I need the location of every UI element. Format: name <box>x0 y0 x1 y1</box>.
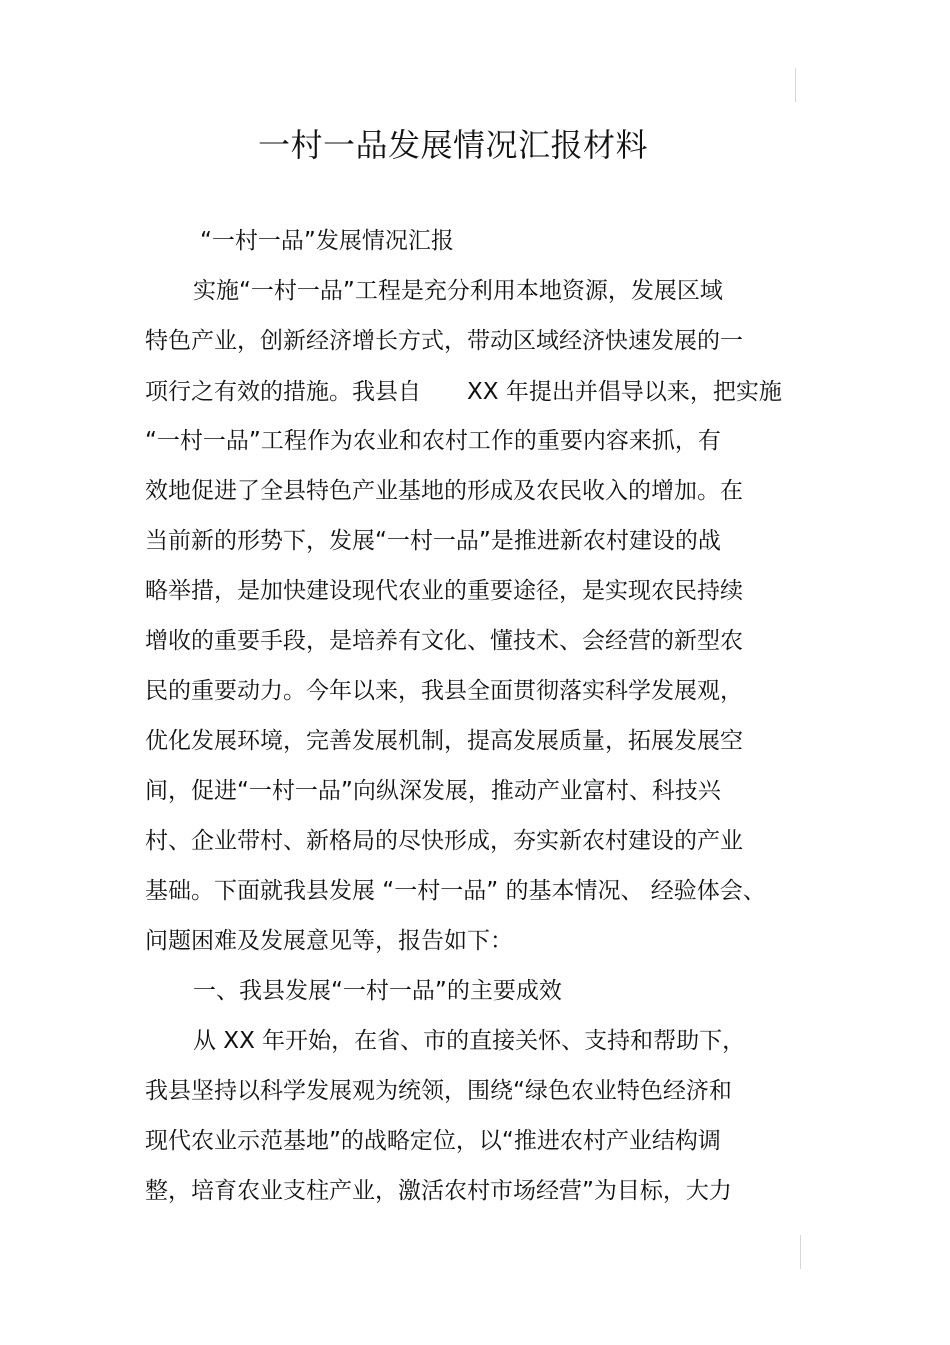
paragraph-line: 从 XX 年开始，在省、市的直接关怀、支持和帮助下， <box>193 1028 746 1054</box>
subtitle-line: “一村一品”发展情况汇报 <box>200 228 454 254</box>
paragraph-line: 项行之有效的措施。我县自 XX 年提出并倡导以来，把实施 <box>145 379 782 405</box>
paragraph-line: 我县坚持以科学发展观为统领，围绕“绿色农业特色经济和 <box>145 1078 732 1104</box>
paragraph-line: 间，促进“一村一品”向纵深发展，推动产业富村、科技兴 <box>145 778 721 804</box>
paragraph-line: 效地促进了全县特色产业基地的形成及农民收入的增加。在 <box>145 478 743 504</box>
paragraph-line: 实施“一村一品”工程是充分利用本地资源，发展区域 <box>193 278 723 304</box>
paragraph-line: 村、企业带村、新格局的尽快形成，夯实新农村建设的产业 <box>145 828 743 854</box>
paragraph-line: 整，培育农业支柱产业，激活农村市场经营”为目标，大力 <box>145 1178 732 1204</box>
section-heading: 一、我县发展“一村一品”的主要成效 <box>193 978 562 1004</box>
paragraph-line: 基础。下面就我县发展 “一村一品” 的基本情况、 经验体会、 <box>145 878 766 904</box>
paragraph-line: 问题困难及发展意见等，报告如下： <box>145 928 513 954</box>
paragraph-line: 民的重要动力。今年以来，我县全面贯彻落实科学发展观， <box>145 678 743 704</box>
paragraph-line: 当前新的形势下，发展“一村一品”是推进新农村建设的战 <box>145 528 721 554</box>
page-corner-mark-top <box>795 68 796 102</box>
document-title: 一村一品发展情况汇报材料 <box>257 126 648 164</box>
paragraph-line: 现代农业示范基地”的战略定位，以“推进农村产业结构调 <box>145 1128 721 1154</box>
paragraph-line: 优化发展环境，完善发展机制，提高发展质量，拓展发展空 <box>145 728 743 754</box>
paragraph-line: 特色产业，创新经济增长方式，带动区域经济快速发展的一 <box>145 328 743 354</box>
paragraph-line: 略举措，是加快建设现代农业的重要途径，是实现农民持续 <box>145 578 743 604</box>
paragraph-line: 增收的重要手段，是培养有文化、懂技术、会经营的新型农 <box>145 628 743 654</box>
page-corner-mark-bottom <box>800 1235 801 1269</box>
paragraph-line: “一村一品”工程作为农业和农村工作的重要内容来抓，有 <box>145 428 721 454</box>
